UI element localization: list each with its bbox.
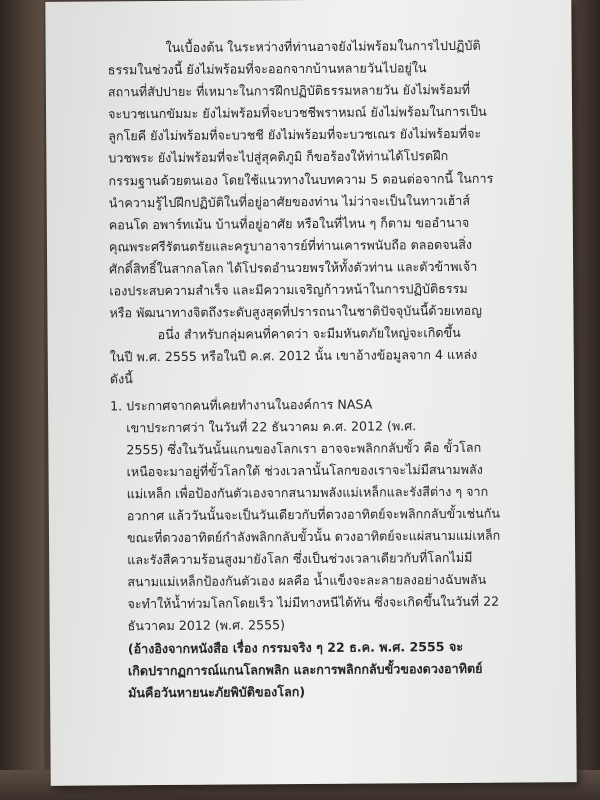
second-paragraph [110, 321, 558, 390]
text-line: กรรมฐานด้วยตนเอง โดยใช้แนวทางในบทความ 5 ตอนต่อจากนี้ ในการ [108, 170, 494, 188]
text-line: หรือ พัฒนาทางจิตถึงระดับสูงสุดที่ปรารถนาในชาติปัจจุบันนี้ด้วยเทอญ [109, 302, 482, 321]
text-line: ดังนี้ [109, 371, 133, 387]
text-line: คอนโด อพาร์ทเม้น บ้านที่อยู่อาศัย หรือในที่ไหน ๆ ก็ตาม ขออำนาจ [108, 214, 470, 233]
text-line: ในเบื้องต้น ในระหว่างที่ท่านอาจยังไม่พร้อมในการไปปฏิบัติ [165, 37, 481, 56]
text-line: ธรรมในช่วงนี้ ยังไม่พร้อมที่จะออกจากบ้านหลายวันไปอยู่ใน [107, 60, 427, 78]
text-line: อนึ่ง สำหรับกลุ่มคนที่คาดว่า จะมีมหันตภัยใหญ่จะเกิดขึ้น [157, 325, 461, 343]
text-line: คุณพระศรีรัตนตรัยและครูบาอาจารย์ที่ท่านเคารพนับถือ ตลอดจนสิ่ง [108, 236, 473, 255]
document-body [108, 34, 561, 704]
text-line: นำความรู้ไปฝึกปฏิบัติในที่อยู่อาศัยของท่าน ไม่ว่าจะเป็นในทาวเฮ้าส์ [108, 192, 471, 211]
text-line: จะบวชเนกขัมมะ ยังไม่พร้อมที่จะบวชชีพราหมณ์ ยังไม่พร้อมในการเป็น [108, 104, 487, 122]
reference-note [112, 635, 560, 704]
intro-paragraph [108, 34, 558, 324]
text-line: เกิดปรากฏการณ์แกนโลกพลิก และการพลิกกลับขั้วของดวงอาทิตย์ [127, 660, 483, 678]
table-surface-left [0, 0, 44, 800]
text-line: เหนือจะมาอยู่ที่ขั้วโลกใต้ ช่วงเวลานั้นโลกของเราจะไม่มีสนามพลัง [126, 461, 483, 480]
text-line: เองประสบความสำเร็จ และมีความเจริญก้าวหน้าในการปฏิบัติธรรม [109, 280, 468, 299]
list-item-body [110, 414, 560, 638]
text-line: จะทำให้น้ำท่วมโลกโดยเร็ว ไม่มีทางหนีได้ทัน ซึ่งจะเกิดขึ้นในวันที่ 22 [127, 594, 500, 612]
text-line: เขาประกาศว่า ในวันที่ 22 ธันวาคม ค.ศ. 2012 (พ.ศ. [126, 417, 417, 435]
text-line: ธันวาคม 2012 (พ.ศ. 2555) [127, 617, 286, 634]
text-line: (อ้างอิงจากหนังสือ เรื่อง กรรมจริง ๆ 22 ธ.ค. พ.ศ. 2555 จะ [127, 638, 464, 656]
text-line: แม่เหล็ก เพื่อป้องกันตัวเองจากสนามพลังแม่เหล็กและรังสีต่าง ๆ จาก [126, 483, 489, 502]
text-line: ขณะที่ดวงอาทิตย์กำลังพลิกกลับขั้วนั้น ดวงอาทิตย์จะแผ่สนามแม่เหล็ก [126, 527, 501, 546]
text-line: ในปี พ.ศ. 2555 หรือในปี ค.ศ. 2012 นั้น เขาอ้างข้อมูลจาก 4 แหล่ง [109, 347, 478, 365]
text-line: ลูกโยคี ยังไม่พร้อมที่จะบวชชี ยังไม่พร้อมที่จะบวชเณร ยังไม่พร้อมที่จะ [108, 126, 482, 144]
text-line: สนามแม่เหล็กป้องกันตัวเอง ผลคือ น้ำแข็งจะละลายลงอย่างฉับพลัน [127, 572, 487, 590]
list-item-heading: 1. ประกาศจากคนที่เคยทำงานในองค์การ NASA [110, 396, 373, 413]
text-line: ศักดิ์สิทธิ์ในสากลโลก ได้โปรดอำนวยพรให้ทั้งตัวท่าน และตัวข้าพเจ้า [109, 258, 478, 277]
text-line: 2555) ซึ่งในวันนั้นแกนของโลกเรา อาจจะพลิกกลับขั้ว คือ ขั้วโลก [126, 439, 482, 457]
text-line: บวชพระ ยังไม่พร้อมที่จะไปสู่สุคติภูมิ ก็ขอร้องให้ท่านได้โปรดฝึก [108, 148, 449, 166]
text-line: อวกาศ แล้ววันนั้นจะเป็นวันเดียวกับที่ดวงอาทิตย์จะพลิกกลับขั้วเช่นกัน [126, 505, 501, 524]
text-line: และรังสีความร้อนสูงมายังโลก ซึ่งเป็นช่วงเวลาเดียวกับที่โลกไม่มี [127, 550, 473, 568]
text-line: สถานที่สัปปายะ ที่เหมาะในการฝึกปฏิบัติธรรมหลายวัน ยังไม่พร้อมที่ [107, 82, 471, 100]
paper-sheet [45, 0, 576, 786]
text-line: มันคือวันหายนะภัยพิบัติของโลก) [128, 683, 306, 701]
